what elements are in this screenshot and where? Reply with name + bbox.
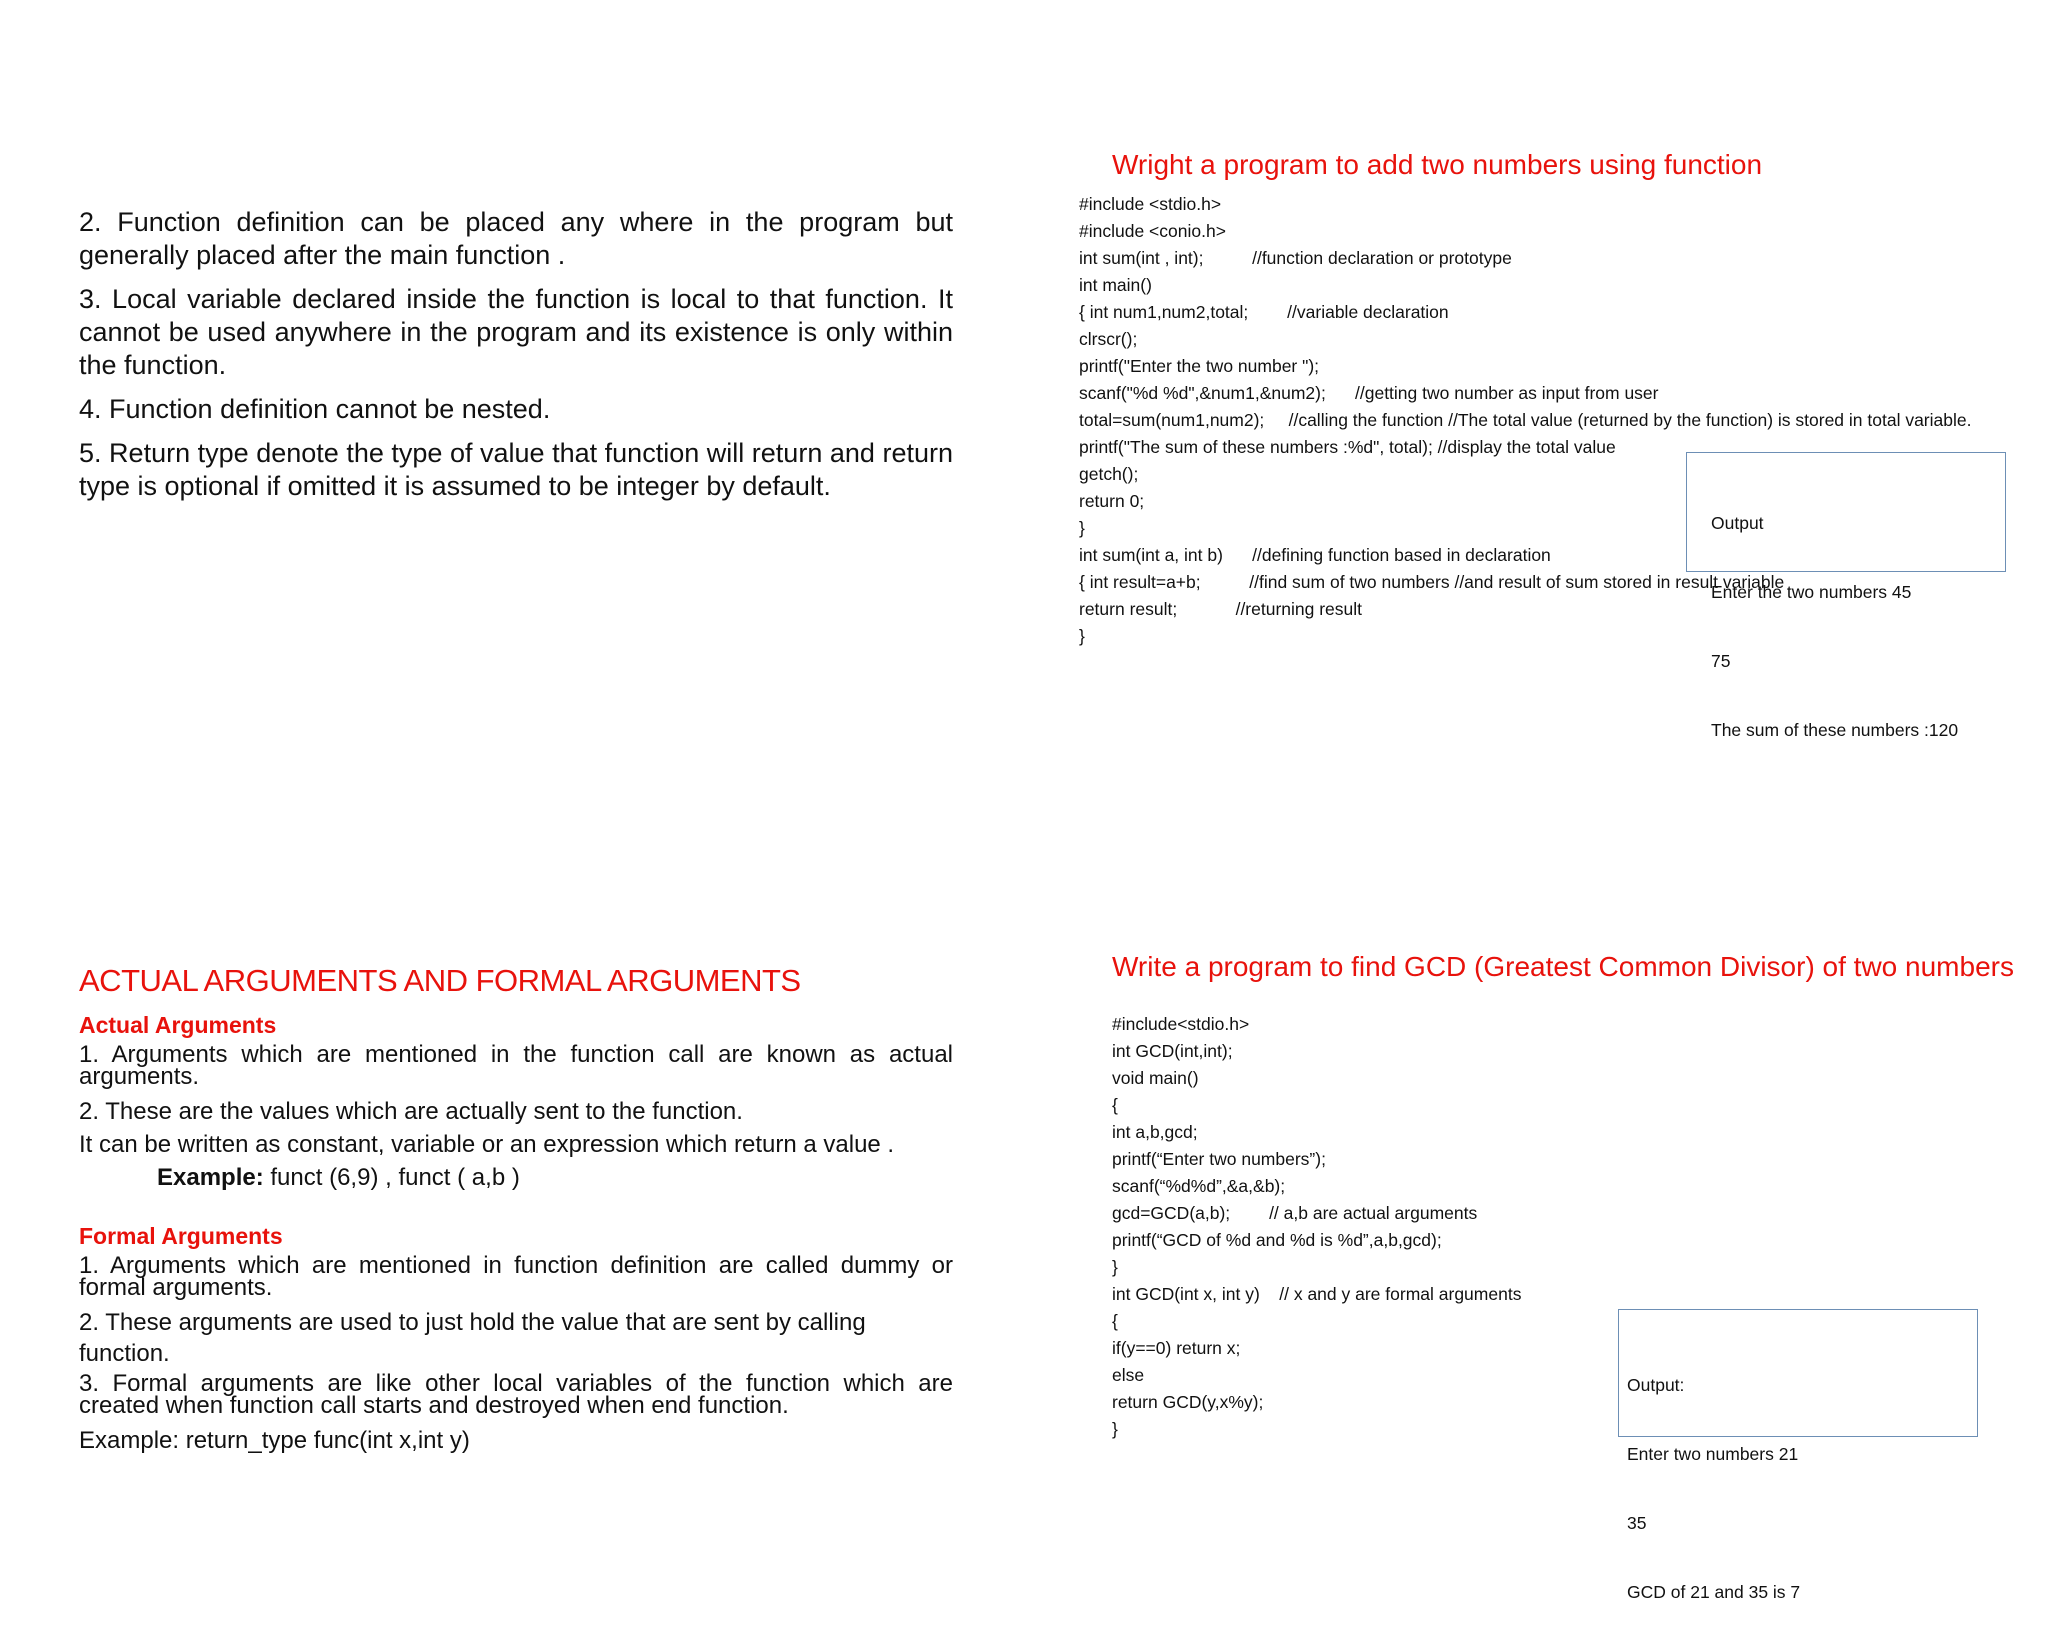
formal-point-1: 1. Arguments which are mentioned in function definition are called dummy or formal arguments.	[79, 1252, 953, 1301]
code-line: }	[1079, 518, 1085, 538]
code-line: gcd=GCD(a,b); // a,b are actual arguments	[1112, 1203, 1478, 1223]
code-line: int sum(int a, int b) //defining function based in declaration	[1079, 545, 1551, 565]
code-line: }	[1112, 1257, 1118, 1277]
formal-point-3: 3. Formal arguments are like other local variables of the function which are created when function call starts and destroyed when end function.	[79, 1370, 953, 1419]
note-2: 2. Function definition can be placed any where in the program but generally placed after the main function .	[79, 207, 953, 270]
code-line: getch();	[1079, 464, 1139, 484]
example-line	[157, 1162, 953, 1193]
sum-program-title: Wright a program to add two numbers using function	[1112, 149, 1763, 180]
code-line: else	[1112, 1365, 1145, 1385]
arguments-section	[79, 962, 953, 1456]
output-line: Output:	[1627, 1375, 1685, 1395]
note-5: 5. Return type denote the type of value that function will return and return type is optional if omitted it is assumed to be integer by default.	[79, 438, 953, 501]
code-line: printf("Enter the two number ");	[1079, 356, 1320, 376]
code-line: int sum(int , int); //function declaration or prototype	[1079, 248, 1512, 268]
code-line: int GCD(int,int);	[1112, 1041, 1233, 1061]
code-line: clrscr();	[1079, 329, 1138, 349]
code-line: total=sum(num1,num2); //calling the function //The total value (returned by the function) is stored in total variable.	[1079, 410, 1972, 430]
code-line: }	[1112, 1419, 1118, 1439]
output-line: Output	[1711, 513, 1764, 533]
code-line: #include <conio.h>	[1079, 221, 1226, 241]
code-line: #include<stdio.h>	[1112, 1014, 1250, 1034]
code-line: return result; //returning result	[1079, 599, 1363, 619]
gcd-program-title: Write a program to find GCD (Greatest Common Divisor) of two numbers	[1112, 951, 2014, 982]
example-text: funct (6,9) , funct ( a,b )	[263, 1164, 520, 1191]
code-line: }	[1079, 626, 1085, 646]
formal-arguments-title: Formal Arguments	[79, 1223, 283, 1249]
output-line: Enter the two numbers 45	[1711, 582, 1912, 602]
output-line: The sum of these numbers :120	[1711, 720, 1959, 740]
function-notes	[79, 206, 953, 514]
actual-point-3: It can be written as constant, variable or an expression which return a value .	[79, 1131, 895, 1158]
code-line: return 0;	[1079, 491, 1145, 511]
section-heading: ACTUAL ARGUMENTS AND FORMAL ARGUMENTS	[79, 963, 801, 998]
actual-point-1: 1. Arguments which are mentioned in the function call are known as actual arguments.	[79, 1041, 953, 1090]
code-line: { int result=a+b; //find sum of two numbers //and result of sum stored in result variable	[1079, 572, 1785, 592]
code-line: int GCD(int x, int y) // x and y are formal arguments	[1112, 1284, 1522, 1304]
code-line: { int num1,num2,total; //variable declaration	[1079, 302, 1449, 322]
code-line: printf(“Enter two numbers”);	[1112, 1149, 1326, 1169]
code-line: {	[1112, 1311, 1118, 1331]
code-line: printf("The sum of these numbers :%d", total); //display the total value	[1079, 437, 1616, 457]
note-4: 4. Function definition cannot be nested.	[79, 394, 551, 424]
formal-point-2: 2. These arguments are used to just hold the value that are sent by calling function.	[79, 1309, 866, 1367]
sum-output-box	[1686, 452, 2006, 740]
actual-arguments-title: Actual Arguments	[79, 1012, 277, 1038]
gcd-output-box	[1618, 1309, 1978, 1602]
formal-point-4: Example: return_type func(int x,int y)	[79, 1427, 470, 1454]
code-line: int a,b,gcd;	[1112, 1122, 1198, 1142]
code-line: printf(“GCD of %d and %d is %d”,a,b,gcd);	[1112, 1230, 1442, 1250]
code-line: scanf(“%d%d”,&a,&b);	[1112, 1176, 1286, 1196]
output-line: Enter two numbers 21	[1627, 1444, 1799, 1464]
code-line: return GCD(y,x%y);	[1112, 1392, 1264, 1412]
output-line: 35	[1627, 1513, 1647, 1533]
code-line: #include <stdio.h>	[1079, 194, 1222, 214]
code-line: scanf("%d %d",&num1,&num2); //getting two number as input from user	[1079, 383, 1659, 403]
code-line: {	[1112, 1095, 1118, 1115]
code-line: int main()	[1079, 275, 1152, 295]
example-label: Example:	[157, 1164, 264, 1191]
code-line: void main()	[1112, 1068, 1199, 1088]
gcd-program-code	[1112, 1011, 1521, 1443]
actual-point-2: 2. These are the values which are actually sent to the function.	[79, 1098, 743, 1125]
output-line: 75	[1711, 651, 1731, 671]
output-line: GCD of 21 and 35 is 7	[1627, 1582, 1801, 1602]
code-line: if(y==0) return x;	[1112, 1338, 1241, 1358]
note-3: 3. Local variable declared inside the function is local to that function. It cannot be used anywhere in the program and its existence is only within the function.	[79, 284, 953, 380]
